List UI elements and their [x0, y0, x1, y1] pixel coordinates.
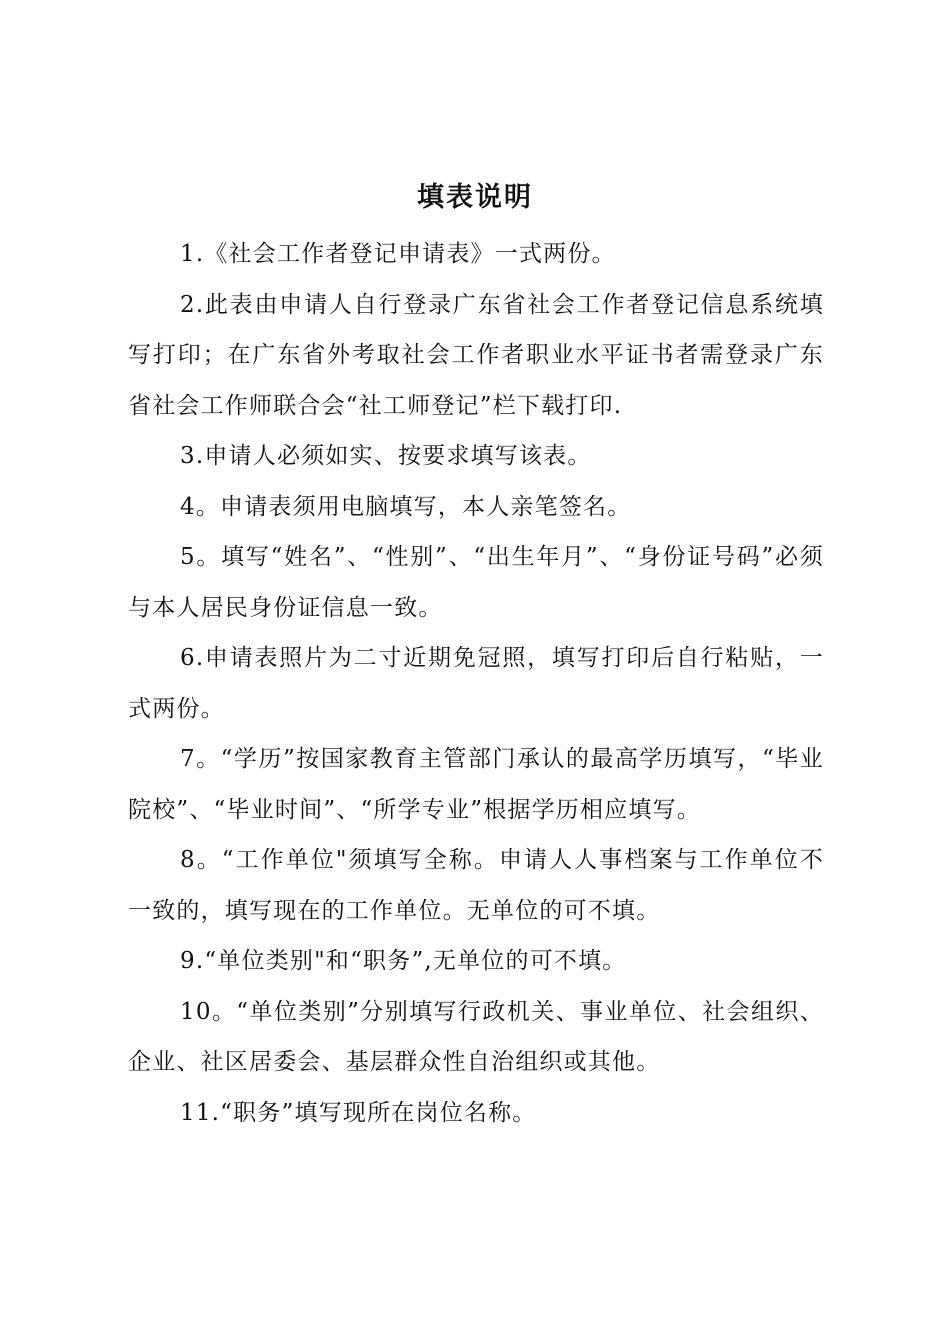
instructions-list: [128, 229, 824, 1138]
instruction-item-7: 7。“学历”按国家教育主管部门承认的最高学历填写，“毕业院校”、“毕业时间”、“所学专业”根据学历相应填写。: [128, 746, 824, 823]
instruction-item-1: 1.《社会工作者登记申请表》一式两份。: [180, 241, 616, 267]
instruction-item-9: 9.“单位类别"和“职务”,无单位的可不填。: [180, 948, 627, 974]
page-title: 填表说明: [417, 182, 533, 213]
instruction-item-5: 5。填写“姓名”、“性别”、“出生年月”、“身份证号码”必须与本人居民身份证信息一致。: [128, 544, 824, 621]
instruction-item-2: 2.此表由申请人自行登录广东省社会工作者登记信息系统填写打印；在广东省外考取社会工作者职业水平证书者需登录广东省社会工作师联合会“社工师登记”栏下载打印.: [128, 291, 824, 419]
instruction-item-11: 11.“职务”填写现所在岗位名称。: [180, 1099, 537, 1126]
instruction-item-6: 6.申请表照片为二寸近期免冠照，填写打印后自行粘贴，一式两份。: [128, 645, 824, 722]
instruction-item-3: 3.申请人必须如实、按要求填写该表。: [180, 443, 592, 469]
instruction-item-10: 10。“单位类别”分别填写行政机关、事业单位、社会组织、企业、社区居委会、基层群众性自治组织或其他。: [128, 998, 824, 1075]
instruction-item-4: 4。申请表须用电脑填写，本人亲笔签名。: [180, 493, 632, 520]
instruction-item-8: 8。“工作单位"须填写全称。申请人人事档案与工作单位不一致的，填写现在的工作单位。无单位的可不填。: [128, 847, 824, 924]
